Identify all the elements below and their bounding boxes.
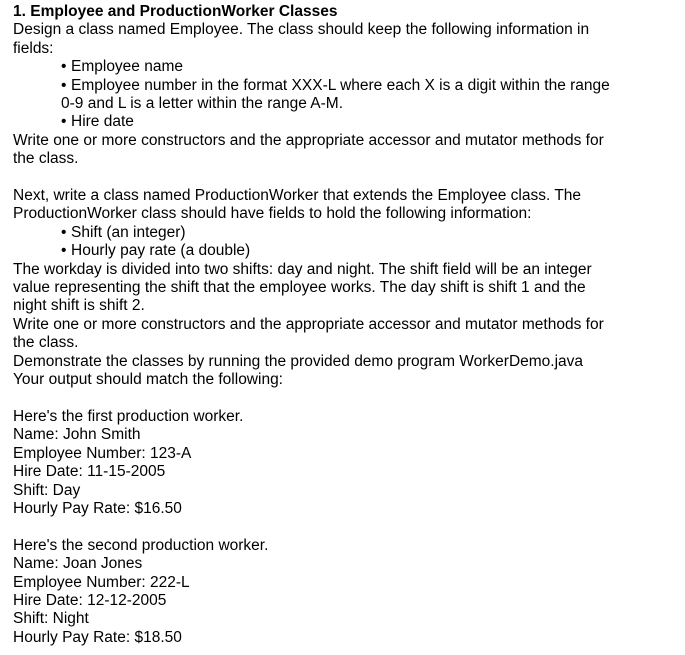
section1-outro-line-1: Write one or more constructors and the appropriate accessor and mutator methods for — [13, 131, 604, 149]
bullet-icon: • — [61, 76, 67, 94]
section2-intro-line-2: ProductionWorker class should have fields to hold the following information: — [13, 205, 532, 223]
sample-output-block-1 — [13, 408, 685, 518]
bullet-item — [13, 113, 685, 131]
section2-paragraph-line: Demonstrate the classes by running the provided demo program WorkerDemo.java — [13, 352, 584, 370]
bullet-icon: • — [61, 58, 67, 76]
bullet-icon: • — [61, 113, 67, 131]
section1-intro-line-1: Design a class named Employee. The class should keep the following information in — [13, 21, 590, 39]
output-line: Here's the first production worker. — [13, 407, 244, 425]
paragraph-gap — [13, 518, 685, 536]
bullet-item — [13, 242, 685, 260]
section2-paragraph-line: Your output should match the following: — [13, 371, 283, 389]
section2-paragraph-line: the class. — [13, 334, 79, 352]
bullet-text: Hourly pay rate (a double) — [71, 242, 251, 260]
bullet-icon: • — [61, 242, 67, 260]
bullet-text: Employee number in the format XXX-L where each X is a digit within the range — [71, 76, 610, 94]
section1-outro-line-2: the class. — [13, 150, 79, 168]
page-title: 1. Employee and ProductionWorker Classes — [13, 3, 338, 20]
bullet-text: Hire date — [71, 113, 134, 131]
paragraph-gap — [13, 390, 685, 408]
bullet-item — [13, 77, 685, 95]
output-line: Hourly Pay Rate: $16.50 — [13, 499, 182, 517]
bullet-text: Employee name — [71, 58, 184, 76]
output-line: Employee Number: 222-L — [13, 573, 190, 591]
bullet-item — [13, 224, 685, 242]
output-line: Hourly Pay Rate: $18.50 — [13, 628, 182, 646]
output-line: Name: Joan Jones — [13, 555, 143, 573]
bullet-continuation: 0-9 and L is a letter within the range A-M. — [61, 95, 344, 113]
output-line: Hire Date: 12-12-2005 — [13, 591, 167, 609]
output-line: Employee Number: 123-A — [13, 444, 192, 462]
output-line: Name: John Smith — [13, 426, 141, 444]
paragraph-gap — [13, 169, 685, 187]
output-line: Hire Date: 11-15-2005 — [13, 463, 166, 481]
section2-paragraph-line: The workday is divided into two shifts: day and night. The shift field will be an integer — [13, 260, 592, 278]
output-line: Shift: Day — [13, 481, 81, 499]
sample-output-block-2 — [13, 537, 685, 647]
bullet-item — [13, 58, 685, 76]
output-line: Shift: Night — [13, 610, 89, 628]
bullet-icon: • — [61, 223, 67, 241]
section1-intro-line-2: fields: — [13, 39, 54, 57]
section2-paragraph-line: night shift is shift 2. — [13, 297, 145, 315]
bullet-text: Shift (an integer) — [71, 223, 186, 241]
section2-paragraph-line: value representing the shift that the employee works. The day shift is shift 1 and the — [13, 279, 586, 297]
output-line: Here's the second production worker. — [13, 536, 269, 554]
section2-paragraph-line: Write one or more constructors and the appropriate accessor and mutator methods for — [13, 315, 604, 333]
section2-intro-line-1: Next, write a class named ProductionWorker that extends the Employee class. The — [13, 187, 582, 205]
